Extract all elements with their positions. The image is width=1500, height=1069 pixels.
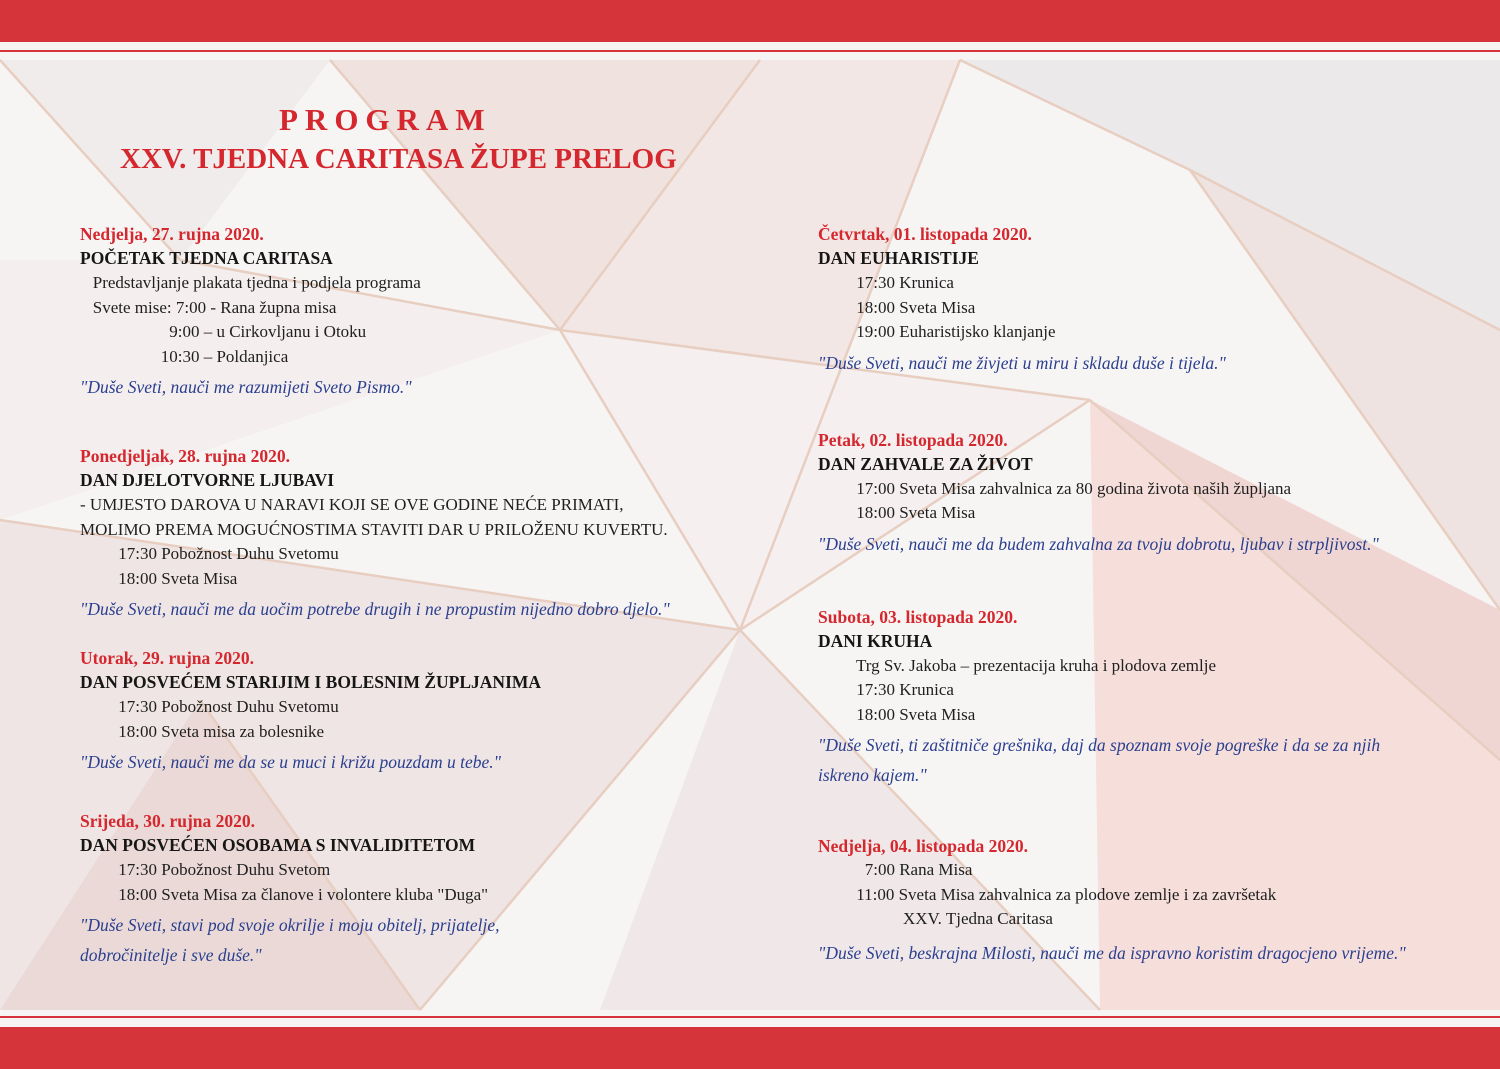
schedule-line: 18:00 Sveta misa za bolesnike bbox=[80, 721, 325, 741]
day-quote: "Duše Sveti, stavi pod svoje okrilje i moju obitelj, prijatelje, dobročinitelje i sve duše." bbox=[80, 915, 500, 965]
day-quote: "Duše Sveti, ti zaštitniče grešnika, daj da spoznam svoje pogreške i da se za njih iskreno kajem." bbox=[818, 735, 1381, 785]
day-heading: DAN POSVEĆEN OSOBAMA S INVALIDITETOM bbox=[80, 835, 476, 855]
schedule-line: 7:00 Rana Misa bbox=[818, 860, 973, 879]
day-quote: "Duše Sveti, nauči me da se u muci i križu pouzdam u tebe." bbox=[80, 752, 502, 772]
day-heading: DAN EUHARISTIJE bbox=[818, 248, 979, 268]
day-quote: "Duše Sveti, nauči me da uočim potrebe drugih i ne propustim nijedno dobro djelo." bbox=[80, 599, 670, 619]
schedule-line: Svete mise: 7:00 - Rana župna misa bbox=[80, 297, 337, 317]
day-date: Nedjelja, 04. listopada 2020. bbox=[818, 836, 1028, 856]
day-block bbox=[80, 222, 760, 402]
schedule-line: 9:00 – u Cirkovljanu i Otoku bbox=[80, 322, 367, 341]
day-block bbox=[818, 834, 1498, 968]
schedule-line: Predstavljanje plakata tjedna i podjela programa bbox=[80, 273, 421, 292]
schedule-line: 17:30 Pobožnost Duhu Svetomu bbox=[80, 544, 339, 563]
page-title: PROGRAM bbox=[279, 102, 492, 137]
day-heading: DANI KRUHA bbox=[818, 630, 933, 651]
day-quote: "Duše Sveti, nauči me razumijeti Sveto Pismo." bbox=[80, 377, 412, 397]
day-quote: "Duše Sveti, nauči me živjeti u miru i skladu duše i tijela." bbox=[818, 352, 1226, 373]
day-block bbox=[80, 809, 760, 970]
schedule-line: 18:00 Sveta Misa za članove i volontere kluba "Duga" bbox=[80, 884, 489, 904]
day-date: Ponedjeljak, 28. rujna 2020. bbox=[80, 446, 290, 466]
schedule-line: 18:00 Sveta Misa bbox=[818, 704, 976, 724]
schedule-line: 18:00 Sveta Misa bbox=[818, 297, 976, 317]
day-block bbox=[818, 222, 1498, 378]
day-block bbox=[80, 646, 760, 777]
schedule-line: 17:30 Pobožnost Duhu Svetom bbox=[80, 860, 331, 879]
schedule-line: 17:00 Sveta Misa zahvalnica za 80 godina života naših župljana bbox=[818, 478, 1292, 498]
day-quote: "Duše Sveti, beskrajna Milosti, nauči me da ispravno koristim dragocjeno vrijeme." bbox=[818, 942, 1406, 963]
schedule-line: Trg Sv. Jakoba – prezentacija kruha i plodova zemlje bbox=[818, 655, 1216, 675]
day-block bbox=[80, 444, 760, 624]
right-column bbox=[818, 222, 1498, 968]
day-block bbox=[818, 428, 1498, 559]
day-heading: DAN ZAHVALE ZA ŽIVOT bbox=[818, 453, 1033, 474]
page-subtitle: XXV. TJEDNA CARITASA ŽUPE PRELOG bbox=[120, 143, 677, 175]
day-date: Srijeda, 30. rujna 2020. bbox=[80, 811, 255, 831]
schedule-line: MOLIMO PREMA MOGUĆNOSTIMA STAVITI DAR U PRILOŽENU KUVERTU. bbox=[80, 519, 668, 539]
schedule-line: 17:30 Pobožnost Duhu Svetomu bbox=[80, 697, 339, 716]
day-date: Četvrtak, 01. listopada 2020. bbox=[818, 224, 1032, 244]
day-date: Utorak, 29. rujna 2020. bbox=[80, 648, 255, 668]
schedule-line: XXV. Tjedna Caritasa bbox=[818, 909, 1053, 928]
left-column bbox=[80, 222, 760, 970]
day-quote: "Duše Sveti, nauči me da budem zahvalna za tvoju dobrotu, ljubav i strpljivost." bbox=[818, 533, 1379, 554]
schedule-line: 18:00 Sveta Misa bbox=[80, 568, 238, 588]
day-heading: POČETAK TJEDNA CARITASA bbox=[80, 248, 333, 268]
day-date: Petak, 02. listopada 2020. bbox=[818, 429, 1008, 450]
schedule-line: 17:30 Krunica bbox=[818, 273, 954, 292]
day-block bbox=[818, 605, 1498, 791]
day-date: Nedjelja, 27. rujna 2020. bbox=[80, 224, 264, 244]
schedule-line: 11:00 Sveta Misa zahvalnica za plodove zemlje i za završetak bbox=[818, 884, 1277, 904]
day-heading: DAN DJELOTVORNE LJUBAVI bbox=[80, 470, 335, 490]
schedule-line: 17:30 Krunica bbox=[818, 680, 954, 699]
schedule-line: - UMJESTO DAROVA U NARAVI KOJI SE OVE GODINE NEĆE PRIMATI, bbox=[80, 495, 624, 514]
schedule-line: 19:00 Euharistijsko klanjanje bbox=[818, 322, 1056, 341]
day-date: Subota, 03. listopada 2020. bbox=[818, 606, 1018, 627]
schedule-line: 10:30 – Poldanjica bbox=[80, 346, 289, 366]
day-heading: DAN POSVEĆEM STARIJIM I BOLESNIM ŽUPLJANIMA bbox=[80, 672, 542, 692]
schedule-line: 18:00 Sveta Misa bbox=[818, 503, 976, 522]
